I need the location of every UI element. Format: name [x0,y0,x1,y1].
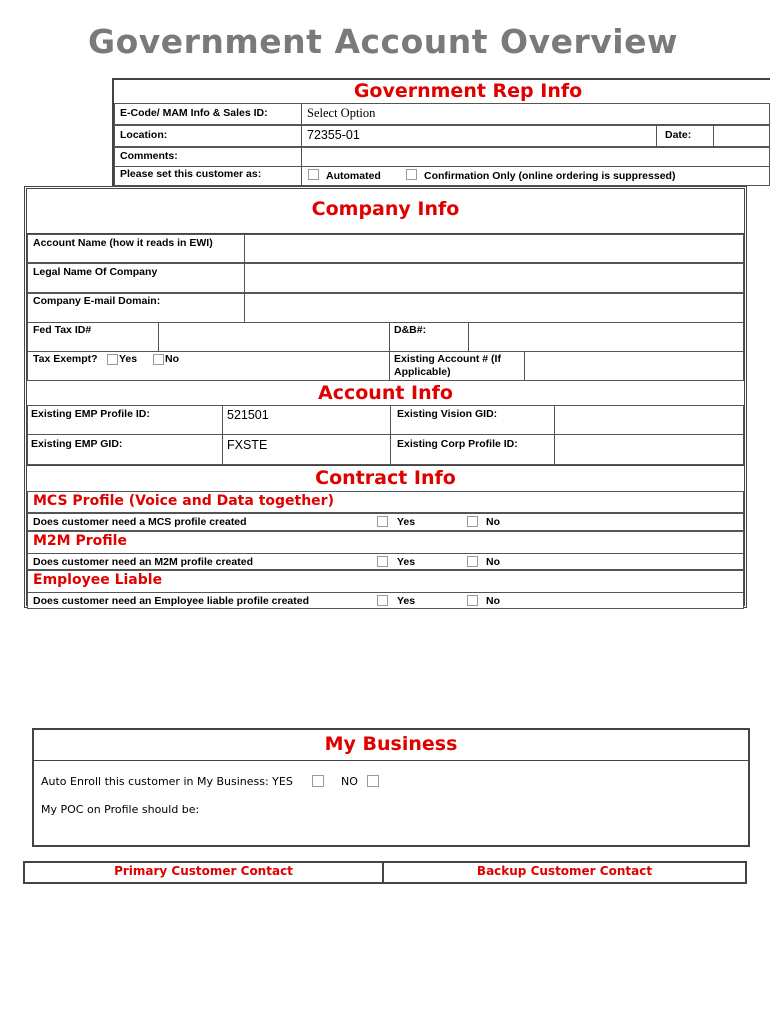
emp-profile-value: 521501 [227,408,269,422]
primary-contact-heading: Primary Customer Contact [114,864,293,878]
emp-gid-value: FXSTE [227,438,268,452]
confirmation-only-checkbox[interactable] [406,169,417,180]
page-title: Government Account Overview [88,22,678,61]
mcs-no-checkbox[interactable] [467,516,478,527]
company-info-heading: Company Info [311,198,460,220]
tax-exempt-yes-label: Yes [119,353,138,365]
automated-checkbox[interactable] [308,169,319,180]
employee-liable-heading: Employee Liable [33,572,163,588]
auto-enroll-no-label: NO [341,775,358,788]
tax-exempt-no-label: No [165,353,179,365]
legal-name-label: Legal Name Of Company [33,266,158,278]
m2m-profile-heading: M2M Profile [33,533,127,549]
tax-exempt-label: Tax Exempt? [33,353,98,365]
employee-liable-question: Does customer need an Employee liable profile created [33,595,310,607]
ecode-select-value: Select Option [307,106,376,120]
set-customer-label: Please set this customer as: [120,168,262,180]
comments-label: Comments: [120,150,178,162]
corp-profile-label: Existing Corp Profile ID: [397,438,518,450]
auto-enroll-label: Auto Enroll this customer in My Business: YES [41,775,293,788]
mcs-profile-heading: MCS Profile (Voice and Data together) [33,493,334,509]
contract-info-heading: Contract Info [315,467,456,489]
email-domain-field[interactable] [244,293,744,323]
account-name-label: Account Name (how it reads in EWI) [33,237,213,249]
account-info-heading: Account Info [318,382,453,404]
tax-exempt-yes-checkbox[interactable] [107,354,118,365]
date-field[interactable] [713,125,770,147]
emp-profile-label: Existing EMP Profile ID: [31,408,150,420]
auto-enroll-yes-checkbox[interactable] [312,775,324,787]
auto-enroll-no-checkbox[interactable] [367,775,379,787]
legal-name-field[interactable] [244,263,744,293]
my-business-heading: My Business [324,733,458,755]
my-business-divider [34,760,748,761]
poc-label: My POC on Profile should be: [41,803,200,816]
fed-tax-label: Fed Tax ID# [33,324,92,336]
m2m-no-label: No [486,556,500,568]
email-domain-label: Company E-mail Domain: [33,295,161,307]
dnb-field[interactable] [468,322,744,352]
location-label: Location: [120,129,168,141]
dnb-label: D&B#: [394,324,427,336]
fed-tax-field[interactable] [158,322,390,352]
tax-exempt-no-checkbox[interactable] [153,354,164,365]
vision-gid-field[interactable] [554,405,744,435]
existing-account-label-line1: Existing Account # (If [394,353,501,365]
employee-liable-yes-label: Yes [397,595,416,607]
confirmation-only-label: Confirmation Only (online ordering is suppressed) [424,170,676,182]
employee-liable-no-checkbox[interactable] [467,595,478,606]
mcs-question: Does customer need a MCS profile created [33,516,247,528]
m2m-question: Does customer need an M2M profile created [33,556,253,568]
m2m-no-checkbox[interactable] [467,556,478,567]
vision-gid-label: Existing Vision GID: [397,408,498,420]
mcs-yes-checkbox[interactable] [377,516,388,527]
comments-field[interactable] [301,147,770,167]
date-label: Date: [665,129,692,141]
emp-gid-label: Existing EMP GID: [31,438,123,450]
automated-label: Automated [326,170,381,182]
location-value: 72355-01 [307,128,360,142]
rep-info-heading: Government Rep Info [353,80,583,102]
employee-liable-no-label: No [486,595,500,607]
m2m-yes-label: Yes [397,556,416,568]
backup-contact-heading: Backup Customer Contact [476,864,653,878]
ecode-label: E-Code/ MAM Info & Sales ID: [120,107,268,119]
mcs-yes-label: Yes [397,516,416,528]
contract-heading-top-border [27,465,744,466]
employee-liable-yes-checkbox[interactable] [377,595,388,606]
mcs-no-label: No [486,516,500,528]
m2m-heading-cell [27,531,744,554]
existing-account-label-line2: Applicable) [394,366,451,378]
m2m-yes-checkbox[interactable] [377,556,388,567]
account-name-field[interactable] [244,234,744,263]
corp-profile-field[interactable] [554,434,744,465]
existing-account-field[interactable] [524,351,744,381]
